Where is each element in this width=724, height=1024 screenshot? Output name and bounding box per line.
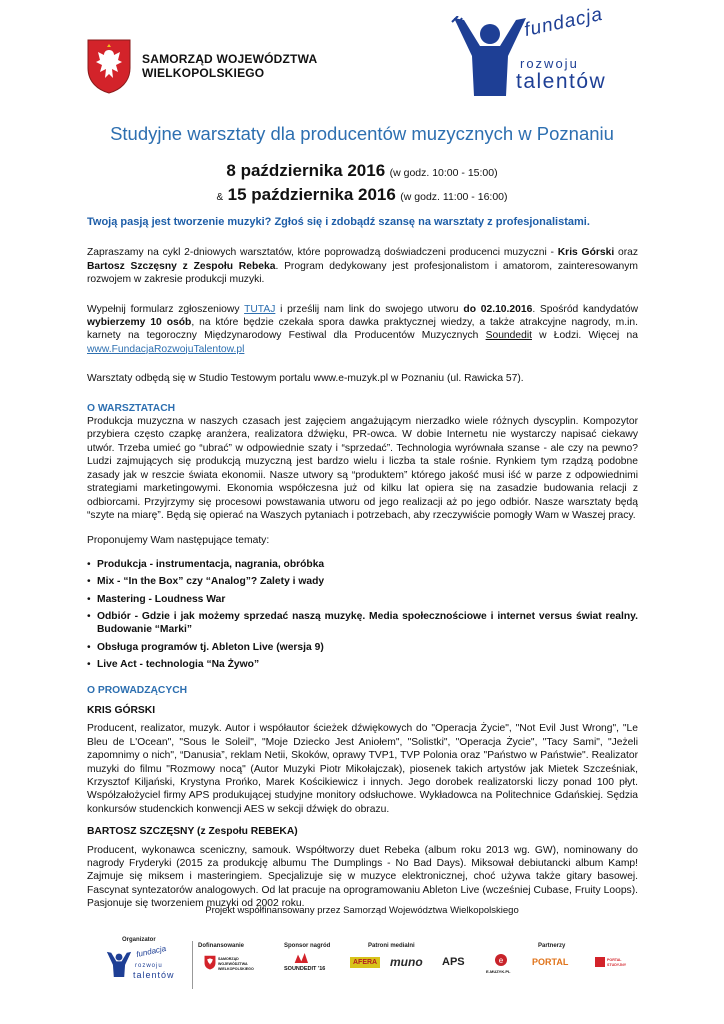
- date-2: 15 października 2016: [227, 185, 396, 204]
- talentow-word: talentów: [516, 70, 607, 93]
- funding-label: Dofinansowanie: [198, 943, 245, 949]
- portal-logo: PORTAL: [532, 957, 569, 967]
- about-text: Produkcja muzyczna w naszych czasach jest zajęciem angażującym nierzadko wiele różnych dyscyplin. Kompozytor przybiera często czapkę aranżera, realizatora dźwięku, PR-owca. W dobie Internetu nie wystarczy napisać ciekawy utwór. Trzeba umieć go “ubrać” w odpowiednie szaty i “sprzedać”. Technologia wyrównała szanse - ale czy na pewno? Ludzi zajmujących się produkcją muzyczną jest bardzo wielu i liczba ta stale rośnie. Rynkiem tym rządzą podobne zasady jak w reszcie świata ekonomii. Nasze utwory są “produktem” którego jakość musi iść w parze z odpowiednimi strategiami marketingowymi. Ekonomia współczesna już od kilku lat opiera się na zasadzie budowania relacji z odbiorcami. Przyjrzymy się procesowi powstawania utworu od jego realizacji aż po jego odbiór. Nasze warsztaty będą “szyte na miarę”. Będą się opierać na Waszych pytaniach i potrzebach, aby rzeczywiście pomogły Wam w Waszej pracy.: [87, 416, 638, 521]
- p1-text-c: oraz: [614, 247, 638, 259]
- p2-text-d: . Spośród kandydatów: [532, 303, 639, 315]
- samorzad-line2: WIELKOPOLSKIEGO: [142, 66, 265, 80]
- sponsor-label: Sponsor nagród: [284, 943, 331, 949]
- event-dates: [0, 160, 724, 208]
- list-item: • Live Act - technologia “Na Żywo”: [87, 658, 638, 671]
- rozwoju-word: rozwoju: [520, 56, 579, 71]
- kris-bio: Producent, realizator, muzyk. Autor i współautor ścieżek dźwiękowych do "Operacja Życie", "Not Evil Just Wrong", "Le Bleu de L'Ocean", "Sous le Soleil", "Moje Dziecko Jest Aniołem", "Solistki", "Operacja Życie", "Tacy Sami", "Jeżeli zapomnimy o nich", “Danusia”, reklam Netii, Skoków, oprawy TVP1, TVP Polonia oraz "Państwo w Państwie". Realizator muzyki do filmu "Rozmowy nocą" (Autor Muzyki Piotr Mikołajczak), piosenek takich artystów jak Mietek Szcześniak, Krzysztof Kiljański, Krystyna Prońko, Marek Kościkiewicz i innych. Jego dorobek realizatorski liczy ponad 100 płyt. Współzałożyciel firmy APS produkującej studyjne monitory odsłuchowe. Wykładowca na Politechnice Gdańskiej. Sędzia konkursów studenckich konwencji AES w sekcji dźwięk do obrazu.: [87, 723, 638, 815]
- samorzad-line1: SAMORZĄD WOJEWÓDZTWA: [142, 52, 318, 66]
- lead-question: Twoją pasją jest tworzenie muzyki? Zgłoś się i zdobądź szansę na warsztaty z profesjonalistami.: [87, 216, 590, 228]
- aps-logo: APS: [442, 956, 465, 968]
- p2-text-h: w Łodzi. Więcej na: [531, 330, 638, 342]
- list-item: • Mastering - Loudness War: [87, 593, 638, 606]
- form-link[interactable]: TUTAJ: [244, 303, 276, 315]
- fundacja-logo: [450, 3, 640, 96]
- partners-label: Partnerzy: [538, 943, 566, 949]
- org-logo-word2: rozwoju: [135, 963, 163, 969]
- organizer-label: Organizator: [122, 937, 156, 943]
- fundacja-word: fundacja: [522, 3, 605, 42]
- p2-text-f: , na które będzie czekała spora dawka praktycznej wiedzy, a także atrakcyjne nagrody, m.in. karnety na tegoroczny Międzynarodowy Festiwal dla Producentów Muzycznych: [87, 317, 638, 342]
- eagle-shield-small-icon: [204, 955, 216, 970]
- website-link[interactable]: www.FundacjaRozwojuTalentow.pl: [87, 343, 245, 355]
- list-item: • Mix - “In the Box” czy “Analog”? Zalety i wady: [87, 575, 638, 588]
- p2-deadline: do 02.10.2016: [463, 303, 533, 315]
- topics-intro: Proponujemy Wam następujące tematy:: [87, 535, 270, 547]
- intro-paragraph: [87, 246, 638, 286]
- portal-studyjny-logo-icon: [594, 956, 606, 968]
- main-content: [87, 216, 638, 911]
- emuzyk-logo-text: E-MUZYK.PL: [486, 969, 511, 974]
- bartosz-bio: Producent, wykonawca sceniczny, samouk. Współtworzy duet Rebeka (album roku 2013 wg. GW), nominowany do nagrody Fryderyki (2015 za produkcję albumu The Dumplings - No Bad Days). Miksował debiutancki album Kamp! Zajmuje się miksem i masteringiem. Specjalizuje się w muzyce elektronicznej, choć używa także gitary basowej. Fascynat syntezatorów analogowych. Od lat pracuje na oprogramowaniu Ableton Live (wcześniej Cubase, Fruity Loops). Pasjonuje się tworzeniem muzyki od 2002 roku.: [87, 844, 638, 910]
- bartosz-heading: BARTOSZ SZCZĘSNY (z Zespołu REBEKA): [87, 826, 298, 838]
- date-1: 8 października 2016: [226, 161, 386, 180]
- soundedit-link[interactable]: Soundedit: [485, 330, 532, 342]
- afera-logo: AFERA: [350, 957, 380, 968]
- kris-heading: KRIS GÓRSKI: [87, 704, 156, 716]
- emuzyk-logo-icon: [494, 953, 508, 967]
- org-logo-word3: talentów: [133, 970, 175, 980]
- page-title: Studyjne warsztaty dla producentów muzycznych w Poznaniu: [110, 123, 614, 144]
- list-item: • Odbiór - Gdzie i jak możemy sprzedać naszą muzykę. Media społecznościowe i internet versus świat realny. Budowanie “Marki”: [87, 610, 638, 637]
- fund-logo-text: SAMORZĄD WOJEWÓDZTWA WIELKOPOLSKIEGO: [218, 957, 254, 971]
- muno-logo: muno: [390, 955, 423, 969]
- location-paragraph: Warsztaty odbędą się w Studio Testowym portalu www.e-muzyk.pl w Poznaniu (ul. Rawicka 57).: [87, 373, 524, 385]
- about-heading: O WARSZTATACH: [87, 402, 176, 414]
- separator-1: [192, 941, 193, 989]
- p1-text-e: . Program dedykowany jest profesjonalistom i amatorom, zainteresowanym rozwojem w zakresie produkcji muzyki.: [87, 260, 638, 286]
- eagle-shield-icon: [86, 38, 132, 94]
- cofinancing-note: Projekt współfinansowany przez Samorząd Województwa Wielkopolskiego: [205, 905, 519, 916]
- apply-paragraph: [87, 303, 638, 357]
- portal-studyjny-logo: PORTAL STUDYJNY: [607, 958, 627, 967]
- list-item: • Produkcja - instrumentacja, nagrania, obróbka: [87, 558, 638, 571]
- p2-ten-people: wybierzemy 10 osób: [87, 317, 192, 329]
- media-label: Patroni medialni: [368, 943, 415, 949]
- ampersand: &: [216, 192, 224, 203]
- p2-text-b: i prześlij nam link do swojego utworu: [275, 303, 464, 315]
- topics-list: [87, 558, 638, 672]
- hours-1: (w godz. 10:00 - 15:00): [389, 167, 498, 179]
- svg-text:e: e: [498, 956, 504, 965]
- p1-bartosz: Bartosz Szczęsny z Zespołu Rebeka: [87, 260, 276, 272]
- hours-2: (w godz. 11:00 - 16:00): [400, 191, 508, 203]
- soundedit-logo-icon: [294, 953, 312, 963]
- soundedit-logo-text: SOUNDEDIT '16: [284, 966, 326, 972]
- samorzad-logo: [86, 38, 317, 94]
- sponsor-bar: [100, 937, 630, 997]
- list-item: • Obsługa programów tj. Ableton Live (wersja 9): [87, 641, 638, 654]
- fundacja-mini-logo-icon: [106, 951, 132, 977]
- p2-text-a: Wypełnij formularz zgłoszeniowy: [87, 303, 245, 315]
- p1-text-a: Zapraszamy na cykl 2-dniowych warsztatów, które poprowadzą doświadczeni producenci muzyczni -: [87, 247, 558, 259]
- p1-kris: Kris Górski: [557, 247, 615, 259]
- org-logo-word1: fundacja: [135, 943, 167, 960]
- hosts-heading: O PROWADZĄCYCH: [87, 684, 188, 696]
